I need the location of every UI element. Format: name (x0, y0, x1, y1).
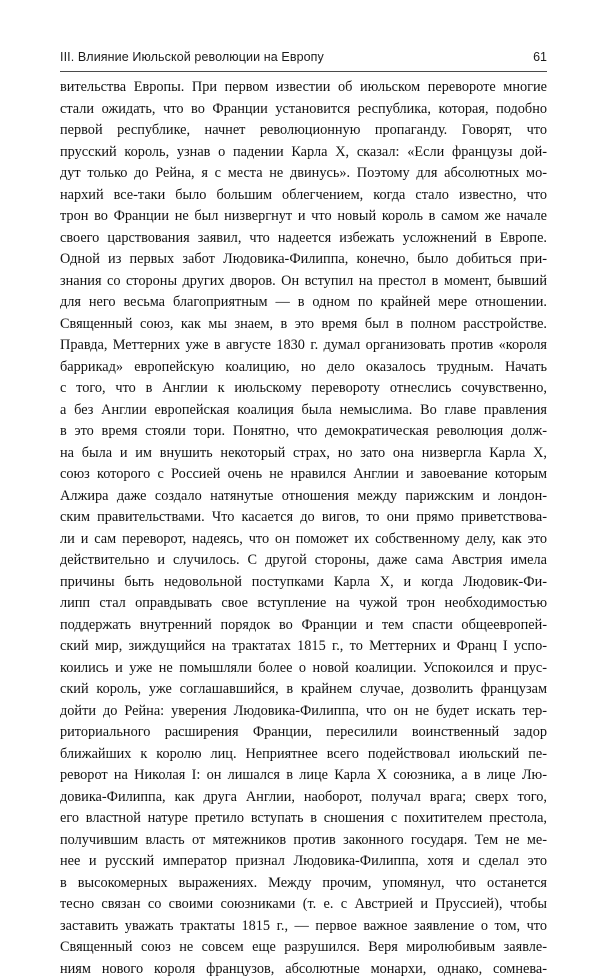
text-line: вительства Европы. При первом известии об июльском перевороте многие (60, 77, 547, 99)
body-text (60, 77, 547, 980)
text-line: ский мир, зиждущийся на трактатах 1815 г., то Меттерних и Франц I успо- (60, 636, 547, 658)
text-line: на была и им внушить некоторый страх, но зато она низвергла Карла X, (60, 443, 547, 465)
text-line: Священный союз не совсем еще разрушился. Веря миролюбивым заявле- (60, 937, 547, 959)
text-line: баррикад» европейскую коалицию, но дело оказалось трудным. Начать (60, 357, 547, 379)
text-line: поддержать внутренний порядок во Франции и тем спасти общеевропей- (60, 615, 547, 637)
text-line: тесно связан со своими союзниками (т. е. с Австрией и Пруссией), чтобы (60, 894, 547, 916)
text-line: а без Англии европейская коалиция была немыслима. Во главе правления (60, 400, 547, 422)
text-line: его властной натуре претило вступать в сношения с похитителем престола, (60, 808, 547, 830)
text-line: Священный союз, как мы знаем, в это время был в полном расстройстве. (60, 314, 547, 336)
text-line: Одной из первых забот Людовика-Филиппа, конечно, было добиться при- (60, 249, 547, 271)
text-line: дут только до Рейна, я с места не двинусь». Поэтому для абсолютных мо- (60, 163, 547, 185)
text-line: своего царствования заявил, что надеется избежать усложнений в Европе. (60, 228, 547, 250)
text-line: в высокомерных выражениях. Между прочим, упомянул, что останется (60, 873, 547, 895)
text-line: трон во Франции не был низвергнут и что новый король в самом же начале (60, 206, 547, 228)
text-line: в это время стояли тори. Понятно, что демократическая революция долж- (60, 421, 547, 443)
text-line: заставить уважать трактаты 1815 г., — первое важное заявление о том, что (60, 916, 547, 938)
text-line: коились и уже не помышляли более о новой коалиции. Успокоился и прус- (60, 658, 547, 680)
text-line: получившим власть от мятежников против законного государя. Тем не ме- (60, 830, 547, 852)
text-line: риториального расширения Франции, пересилили воинственный задор (60, 722, 547, 744)
running-header (60, 50, 547, 68)
text-line: ближайших к королю лиц. Неприятнее всего подействовал июльский пе- (60, 744, 547, 766)
text-line: липп стал оправдывать свое вступление на чужой трон необходимостью (60, 593, 547, 615)
text-line: Алжира даже создало натянутые отношения между парижским и лондон- (60, 486, 547, 508)
text-line: стали ожидать, что во Франции установится республика, которая, подобно (60, 99, 547, 121)
text-line: ли и сам переворот, надеясь, что он поможет их собственному делу, как это (60, 529, 547, 551)
text-line: нее и русский император признал Людовика-Филиппа, хотя и сделал это (60, 851, 547, 873)
header-rule (60, 71, 547, 72)
text-line: прусский король, узнав о падении Карла X, сказал: «Если французы дой- (60, 142, 547, 164)
text-line: ниям нового короля французов, абсолютные монархи, однако, сомнева- (60, 959, 547, 980)
text-line: союз которого с Россией очень не нравился Англии и завоевание которым (60, 464, 547, 486)
text-line: причины быть недовольной поступками Карла X, и когда Людовик-Фи- (60, 572, 547, 594)
running-title: III. Влияние Июльской революции на Европу (60, 50, 324, 64)
page-number: 61 (533, 50, 547, 64)
text-line: первой республике, начнет революционную пропаганду. Говорят, что (60, 120, 547, 142)
text-line: нархий все-таки было большим облегчением, когда стало известно, что (60, 185, 547, 207)
text-line: довика-Филиппа, как друга Англии, наоборот, получал врага; сверх того, (60, 787, 547, 809)
text-line: действительно и случилось. С другой стороны, даже сама Австрия имела (60, 550, 547, 572)
text-line: Правда, Меттерних уже в августе 1830 г. думал организовать против «короля (60, 335, 547, 357)
text-line: знания со стороны других дворов. Он вступил на престол в момент, бывший (60, 271, 547, 293)
text-line: дойти до Рейна: уверения Людовика-Филиппа, что он не будет искать тер- (60, 701, 547, 723)
text-line: с того, что в Англии к июльскому перевороту отнеслись сочувственно, (60, 378, 547, 400)
text-line: для него весьма благоприятным — в одном по крайней мере отношении. (60, 292, 547, 314)
text-line: реворот на Николая I: он лишался в лице Карла X союзника, а в лице Лю- (60, 765, 547, 787)
text-line: ский король, уже соглашавшийся, в крайнем случае, дозволить французам (60, 679, 547, 701)
text-line: ским правительствами. Что касается до вигов, то они прямо приветствова- (60, 507, 547, 529)
